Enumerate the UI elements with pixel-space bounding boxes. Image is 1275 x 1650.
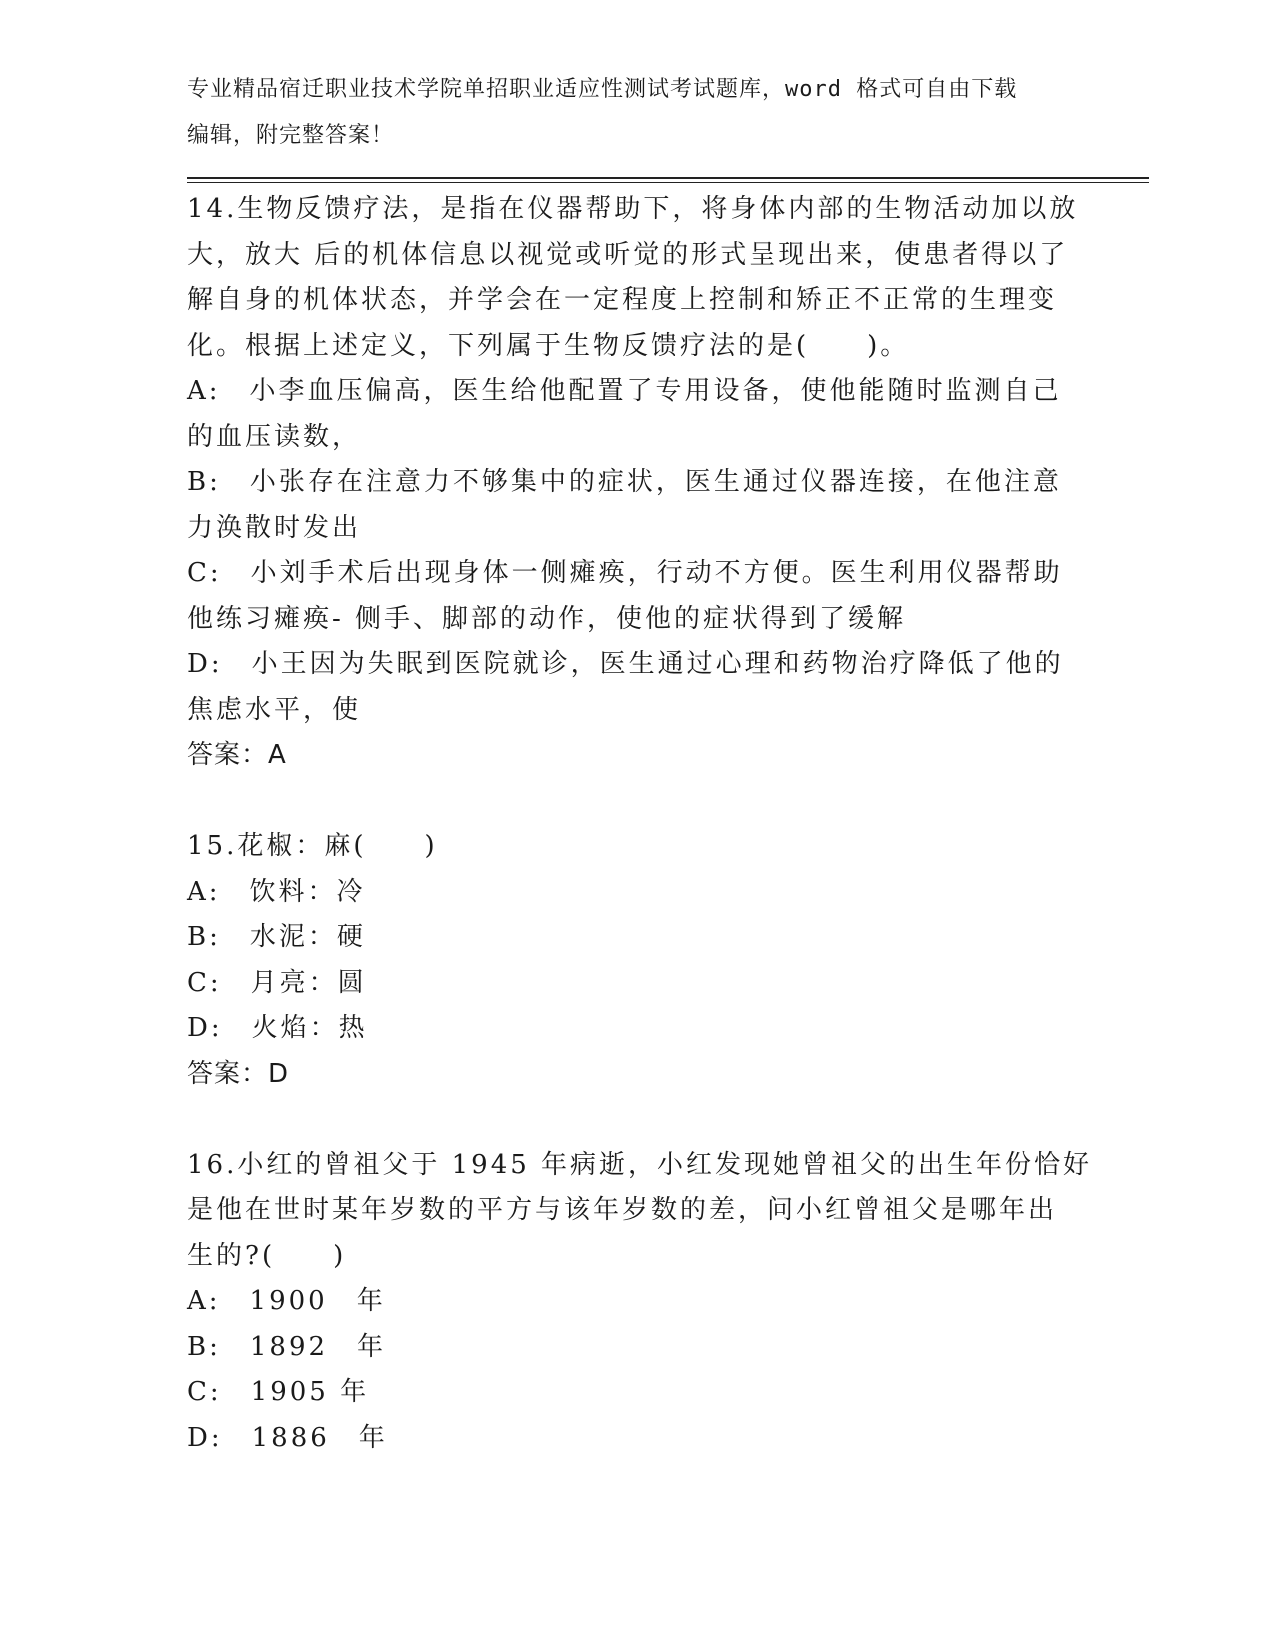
option-c-line: 他练习瘫痪- 侧手、脚部的动作，使他的症状得到了缓解 bbox=[187, 603, 907, 634]
option-b-line: B: 1892 年 bbox=[187, 1331, 387, 1362]
answer-line: 答案：D bbox=[187, 1058, 290, 1089]
option-d-line: D: 火焰：热 bbox=[187, 1013, 368, 1043]
option-b-line: 力涣散时发出 bbox=[187, 512, 362, 543]
header-divider-thin bbox=[187, 182, 1149, 183]
spacer bbox=[187, 779, 1087, 825]
answer-line: 答案：A bbox=[187, 740, 287, 770]
document-header bbox=[187, 74, 1087, 165]
option-b-line: B: 水泥：硬 bbox=[187, 922, 366, 952]
option-c-line: C: 1905 年 bbox=[187, 1377, 370, 1407]
question-14 bbox=[187, 187, 1087, 779]
option-b-line: B: 小张存在注意力不够集中的症状，医生通过仪器连接，在他注意 bbox=[187, 467, 1062, 497]
question-stem-line: 14.生物反馈疗法，是指在仪器帮助下，将身体内部的生物活动加以放 bbox=[187, 194, 1079, 224]
option-d-line: D: 小王因为失眠到医院就诊，医生通过心理和药物治疗降低了他的 bbox=[187, 649, 1064, 679]
header-divider-thick bbox=[187, 177, 1149, 179]
option-d-line: D: 1886 年 bbox=[187, 1422, 388, 1453]
question-16 bbox=[187, 1143, 1093, 1462]
question-stem-line: 大，放大 后的机体信息以视觉或听觉的形式呈现出来，使患者得以了 bbox=[187, 239, 1069, 270]
question-stem-line: 生的?( ) bbox=[187, 1240, 347, 1271]
spacer bbox=[187, 1097, 1087, 1143]
option-c-line: C: 小刘手术后出现身体一侧瘫痪，行动不方便。医生利用仪器帮助 bbox=[187, 558, 1063, 588]
option-c-line: C: 月亮：圆 bbox=[187, 967, 367, 998]
question-stem-line: 16.小红的曾祖父于 1945 年病逝，小红发现她曾祖父的出生年份恰好 bbox=[187, 1149, 1093, 1180]
header-line-2: 编辑，附完整答案！ bbox=[187, 122, 395, 148]
option-a-line: A: 1900 年 bbox=[187, 1286, 386, 1316]
option-a-line: 的血压读数， bbox=[187, 421, 362, 452]
option-a-line: A: 饮料：冷 bbox=[187, 876, 366, 907]
question-stem-line: 化。根据上述定义，下列属于生物反馈疗法的是( )。 bbox=[187, 330, 910, 361]
question-stem-line: 15.花椒：麻( ) bbox=[187, 831, 438, 861]
option-a-line: A: 小李血压偏高，医生给他配置了专用设备，使他能随时监测自己 bbox=[187, 376, 1062, 406]
document-body bbox=[187, 187, 1093, 1461]
header-line-1: 专业精品宿迁职业技术学院单招职业适应性测试考试题库，word 格式可自由下载 bbox=[187, 77, 1018, 102]
question-15 bbox=[187, 824, 1087, 1097]
option-d-line: 焦虑水平，使 bbox=[187, 694, 362, 725]
question-stem-line: 解自身的机体状态，并学会在一定程度上控制和矫正不正常的生理变 bbox=[187, 285, 1058, 315]
question-stem-line: 是他在世时某年岁数的平方与该年岁数的差，问小红曾祖父是哪年出 bbox=[187, 1195, 1058, 1225]
